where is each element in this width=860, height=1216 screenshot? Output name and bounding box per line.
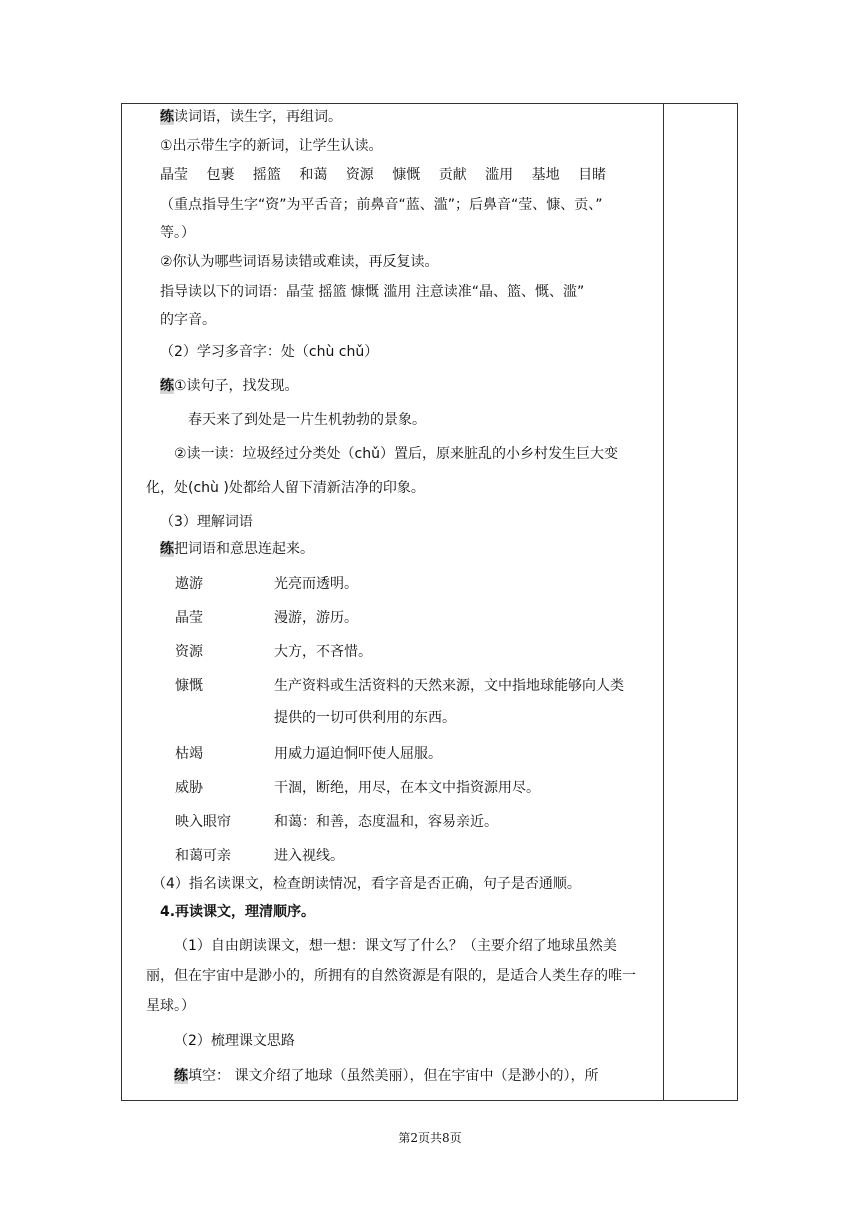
match-meaning: 光亮而透明。 bbox=[274, 576, 358, 592]
line-8: 的字音。 bbox=[160, 312, 216, 328]
match-term: 枯竭 bbox=[175, 746, 203, 762]
match-term: 和蔼可亲 bbox=[175, 848, 231, 864]
word: 和蔼 bbox=[299, 167, 328, 183]
match-term: 资源 bbox=[175, 644, 203, 660]
match-term: 慷慨 bbox=[175, 678, 203, 694]
line-12: ②读一读：垃圾经过分类处（chǔ）置后，原来脏乱的小乡村发生巨大变 bbox=[174, 446, 618, 462]
word: 贡献 bbox=[438, 167, 467, 183]
line-20: 星球。） bbox=[146, 998, 195, 1014]
line-10: 练①读句子，找发现。 bbox=[160, 378, 299, 394]
line-1: 练读词语，读生字，再组词。 bbox=[160, 109, 342, 125]
line-15: 练把词语和意思连起来。 bbox=[160, 541, 314, 557]
line-14: （3）理解词语 bbox=[160, 514, 253, 530]
lesson-table bbox=[121, 103, 738, 1101]
line-13: 化，处(chù )处都给人留下清新洁净的印象。 bbox=[146, 480, 425, 496]
word-list bbox=[160, 165, 606, 185]
line-2: ①出示带生字的新词，让学生认读。 bbox=[160, 138, 383, 154]
page-footer: 第2页共8页 bbox=[398, 1131, 462, 1145]
line-6: ②你认为哪些词语易读错或难读，再反复读。 bbox=[160, 254, 439, 270]
match-term: 遨游 bbox=[175, 576, 203, 592]
word: 滥用 bbox=[485, 167, 514, 183]
match-meaning: 和蔼：和善，态度温和，容易亲近。 bbox=[274, 814, 498, 830]
line-19: 丽，但在宇宙中是渺小的，所拥有的自然资源是有限的，是适合人类生存的唯一 bbox=[146, 968, 636, 984]
line-16: （4）指名读课文，检查朗读情况，看字音是否正确，句子是否通顺。 bbox=[152, 876, 581, 892]
word: 目睹 bbox=[578, 167, 607, 183]
match-meaning: 干涸，断绝，用尽，在本文中指资源用尽。 bbox=[274, 780, 540, 796]
practice-tag: 练 bbox=[160, 378, 174, 394]
practice-tag: 练 bbox=[160, 109, 174, 125]
word: 包裹 bbox=[206, 167, 235, 183]
match-meaning: 用威力逼迫恫吓使人屈服。 bbox=[274, 746, 442, 762]
match-meaning: 大方，不吝惜。 bbox=[274, 644, 372, 660]
match-meaning: 漫游，游历。 bbox=[274, 610, 358, 626]
match-term: 映入眼帘 bbox=[175, 814, 231, 830]
match-term: 晶莹 bbox=[175, 610, 203, 626]
line-4: （重点指导生字“资”为平舌音；前鼻音“蓝、滥”；后鼻音“莹、慷、贡、” bbox=[160, 197, 603, 213]
line-11: 春天来了到处是一片生机勃勃的景象。 bbox=[188, 412, 426, 428]
line-18: （1）自由朗读课文，想一想：课文写了什么？（主要介绍了地球虽然美 bbox=[174, 938, 617, 954]
match-meaning: 提供的一切可供利用的东西。 bbox=[274, 710, 456, 726]
match-term: 威胁 bbox=[175, 780, 203, 796]
line-9: （2）学习多音字：处（chù chǔ） bbox=[160, 344, 379, 360]
lesson-content bbox=[122, 104, 663, 1100]
word: 资源 bbox=[345, 167, 374, 183]
word: 基地 bbox=[531, 167, 560, 183]
practice-tag: 练 bbox=[160, 541, 174, 557]
line-7: 指导读以下的词语：晶莹 摇篮 慷慨 滥用 注意读准“晶、篮、慨、滥” bbox=[160, 284, 585, 300]
word: 摇篮 bbox=[252, 167, 281, 183]
section-heading: 4.再读课文，理清顺序。 bbox=[160, 904, 316, 920]
line-21: （2）梳理课文思路 bbox=[174, 1033, 295, 1049]
line-22: 练填空： 课文介绍了地球（虽然美丽），但在宇宙中（是渺小的），所 bbox=[174, 1068, 599, 1084]
match-meaning: 进入视线。 bbox=[274, 848, 344, 864]
line-5: 等。） bbox=[160, 225, 195, 241]
match-meaning: 生产资料或生活资料的天然来源，文中指地球能够向人类 bbox=[274, 678, 624, 694]
practice-tag: 练 bbox=[174, 1068, 188, 1084]
column-divider bbox=[663, 104, 664, 1100]
word: 慷慨 bbox=[392, 167, 421, 183]
word: 晶莹 bbox=[160, 167, 188, 183]
